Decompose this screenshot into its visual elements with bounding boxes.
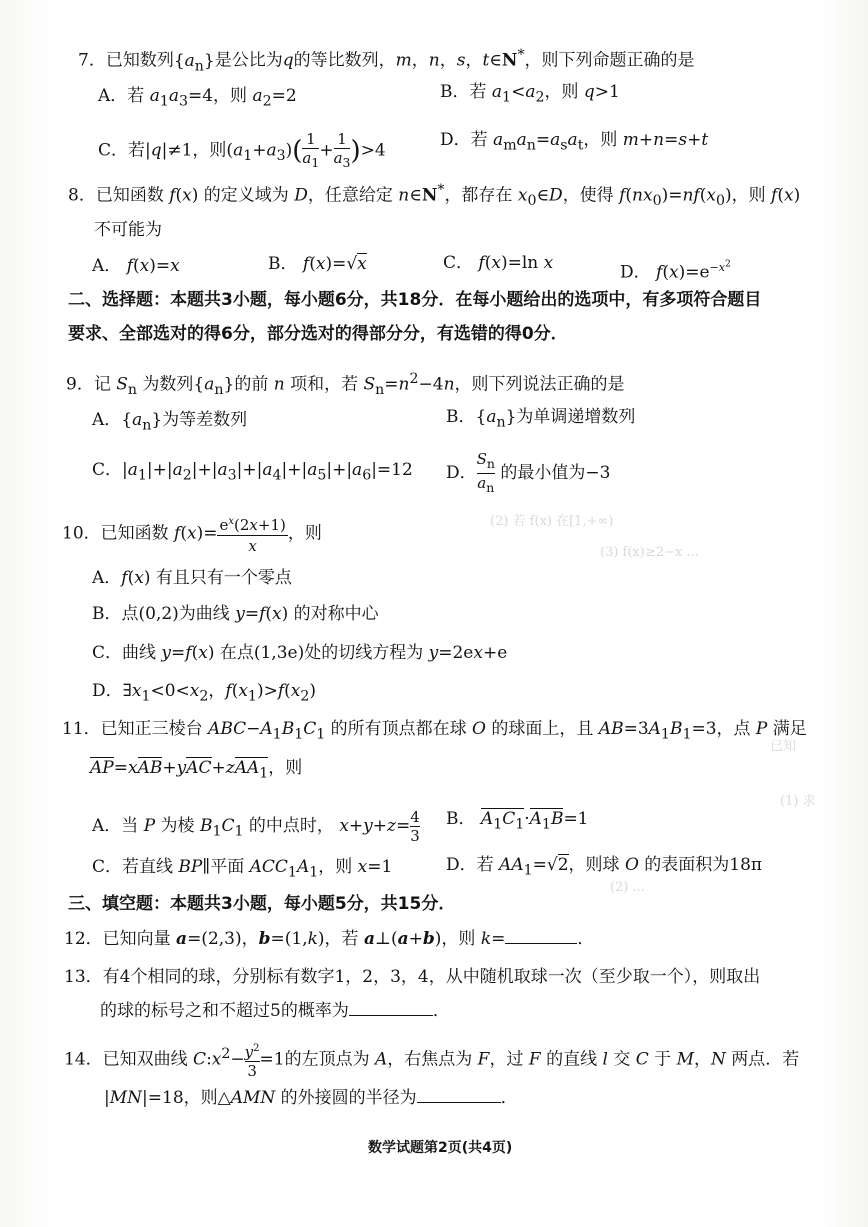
q9-option-b: B．$\{a_n\}$为单调递增数列 [446,407,636,431]
q9-option-d: D． $\frac{S_n}{a_n}$ 的最小值为−3 [446,450,611,495]
q8-stem-cont: 不可能为 [94,220,162,240]
q10-option-c: C．曲线 y=f(x) 在点(1,3e)处的切线方程为 y=2ex+e [92,643,508,663]
answer-blank[interactable] [349,1001,433,1016]
section-2-heading: 二、选择题：本题共3小题，每小题6分，共18分．在每小题给出的选项中，有多项符合题目 [68,290,762,310]
q7-option-a: A．若 $a_1a_3=4$，则 $a_2=2$ [98,86,297,110]
q7-stem: 7．已知数列$\{a_n\}$是公比为q的等比数列，m，n，s，t∈N*，则下列命题正确的是 [78,47,695,75]
q13-line2: 的球的标号之和不超过5的概率为 ． [100,1001,450,1021]
q8-option-c: C． f(x)=ln x [443,253,554,273]
section-2-heading-cont: 要求、全部选对的得6分，部分选对的得部分分，有选错的得0分． [68,324,568,344]
q11-option-d: D．若 $AA_1=√2$，则球 O 的表面积为18π [446,855,763,879]
q7-option-b: B．若 $a_1<a_2$，则 q>1 [440,82,620,106]
answer-blank[interactable] [417,1088,501,1103]
q8-stem: 8．已知函数 f(x) 的定义域为 D，任意给定 n∈N*，都存在 $x_0\in D$，使得 $f(nx_0)=nf(x_0)$，则 f(x) [68,182,801,210]
q14-line1: 14．已知双曲线 $C:x^2-$ $\frac{y^2}{3}$ =1的左顶点为 A，右焦点为 F，过 F 的直线 l 交 C 于 M，N 两点．若 [64,1040,799,1080]
q8-option-b: B． f(x)=√x [268,254,367,274]
q11-stem: 11．已知正三棱台 $ABC-A_1B_1C_1$ 的所有顶点都在球 O 的球面上，且 $AB=3A_1B_1=3$，点 P 满足 [62,719,807,743]
q9-option-a: A．$\{a_n\}$为等差数列 [92,410,248,434]
q10-option-a: A．f(x) 有且只有一个零点 [92,568,292,588]
q12: 12．已知向量 a=(2,3)，b=(1,k)，若 a⊥(a+b)，则 k= ． [64,929,595,949]
bleed-through-mark: (3) f(x)≥2−x ... [600,545,699,560]
section-3-heading: 三、填空题：本题共3小题，每小题5分，共15分． [68,894,456,914]
q8-option-a: A． f(x)=x [92,256,180,276]
q11-option-b: B． $A_1C_1\cdot A_1B=1$ [446,809,589,833]
q14-line2: |MN|=18，则△AMN 的外接圆的半径为 ． [104,1088,518,1108]
bleed-through-mark: (1) 求 [780,794,816,809]
q11-stem-cont: AP=xAB+yAC+zAA$_1$，则 [90,758,303,782]
q10-stem: 10．已知函数 f(x)= $\frac{e^x(2x+1)}{x}$ ，则 [62,512,322,556]
q13-line1: 13．有4个相同的球，分别标有数字1，2，3，4，从中随机取球一次（至少取一个），则取出 [64,967,761,987]
q11-option-a: A．当 P 为棱 $B_1C_1$ 的中点时， x+y+z= $\frac{4}{3}$ [92,808,420,845]
q9-option-c: C．$|a_1|+|a_2|+|a_3|+|a_4|+|a_5|+|a_6|=12$ [92,460,413,484]
q9-stem: 9．记 $S_n$ 为数列$\{a_n\}$的前 n 项和，若 $S_n=n^2-4n$，则下列说法正确的是 [66,371,625,399]
bleed-through-mark: (2) 若 f(x) 在[1,+∞) [490,514,614,529]
q10-option-d: D．$\exists x_1<0<x_2$，$f(x_1)>f(x_2)$ [92,681,317,705]
q8-option-d: D． $f(x)=e^{-x^2}$ [620,258,731,283]
answer-blank[interactable] [505,929,577,944]
q10-option-b: B．点(0,2)为曲线 y=f(x) 的对称中心 [92,604,379,624]
q7-option-d: D．若 $a_ma_n=a_sa_t$，则 m+n=s+t [440,130,709,154]
page-footer: 数学试题第2页(共4页) [368,1140,513,1156]
q7-option-c: C．若|q|≠1，则$(a_1+a_3)$( $\frac{1}{a_1}$ + $\frac{1}{a_3}$ )>4 [98,130,386,170]
bleed-through-mark: (2) ... [610,880,645,895]
q11-option-c: C．若直线 BP∥平面 $ACC_1A_1$，则 x=1 [92,857,393,881]
bleed-through-mark: 已知 [770,739,797,754]
